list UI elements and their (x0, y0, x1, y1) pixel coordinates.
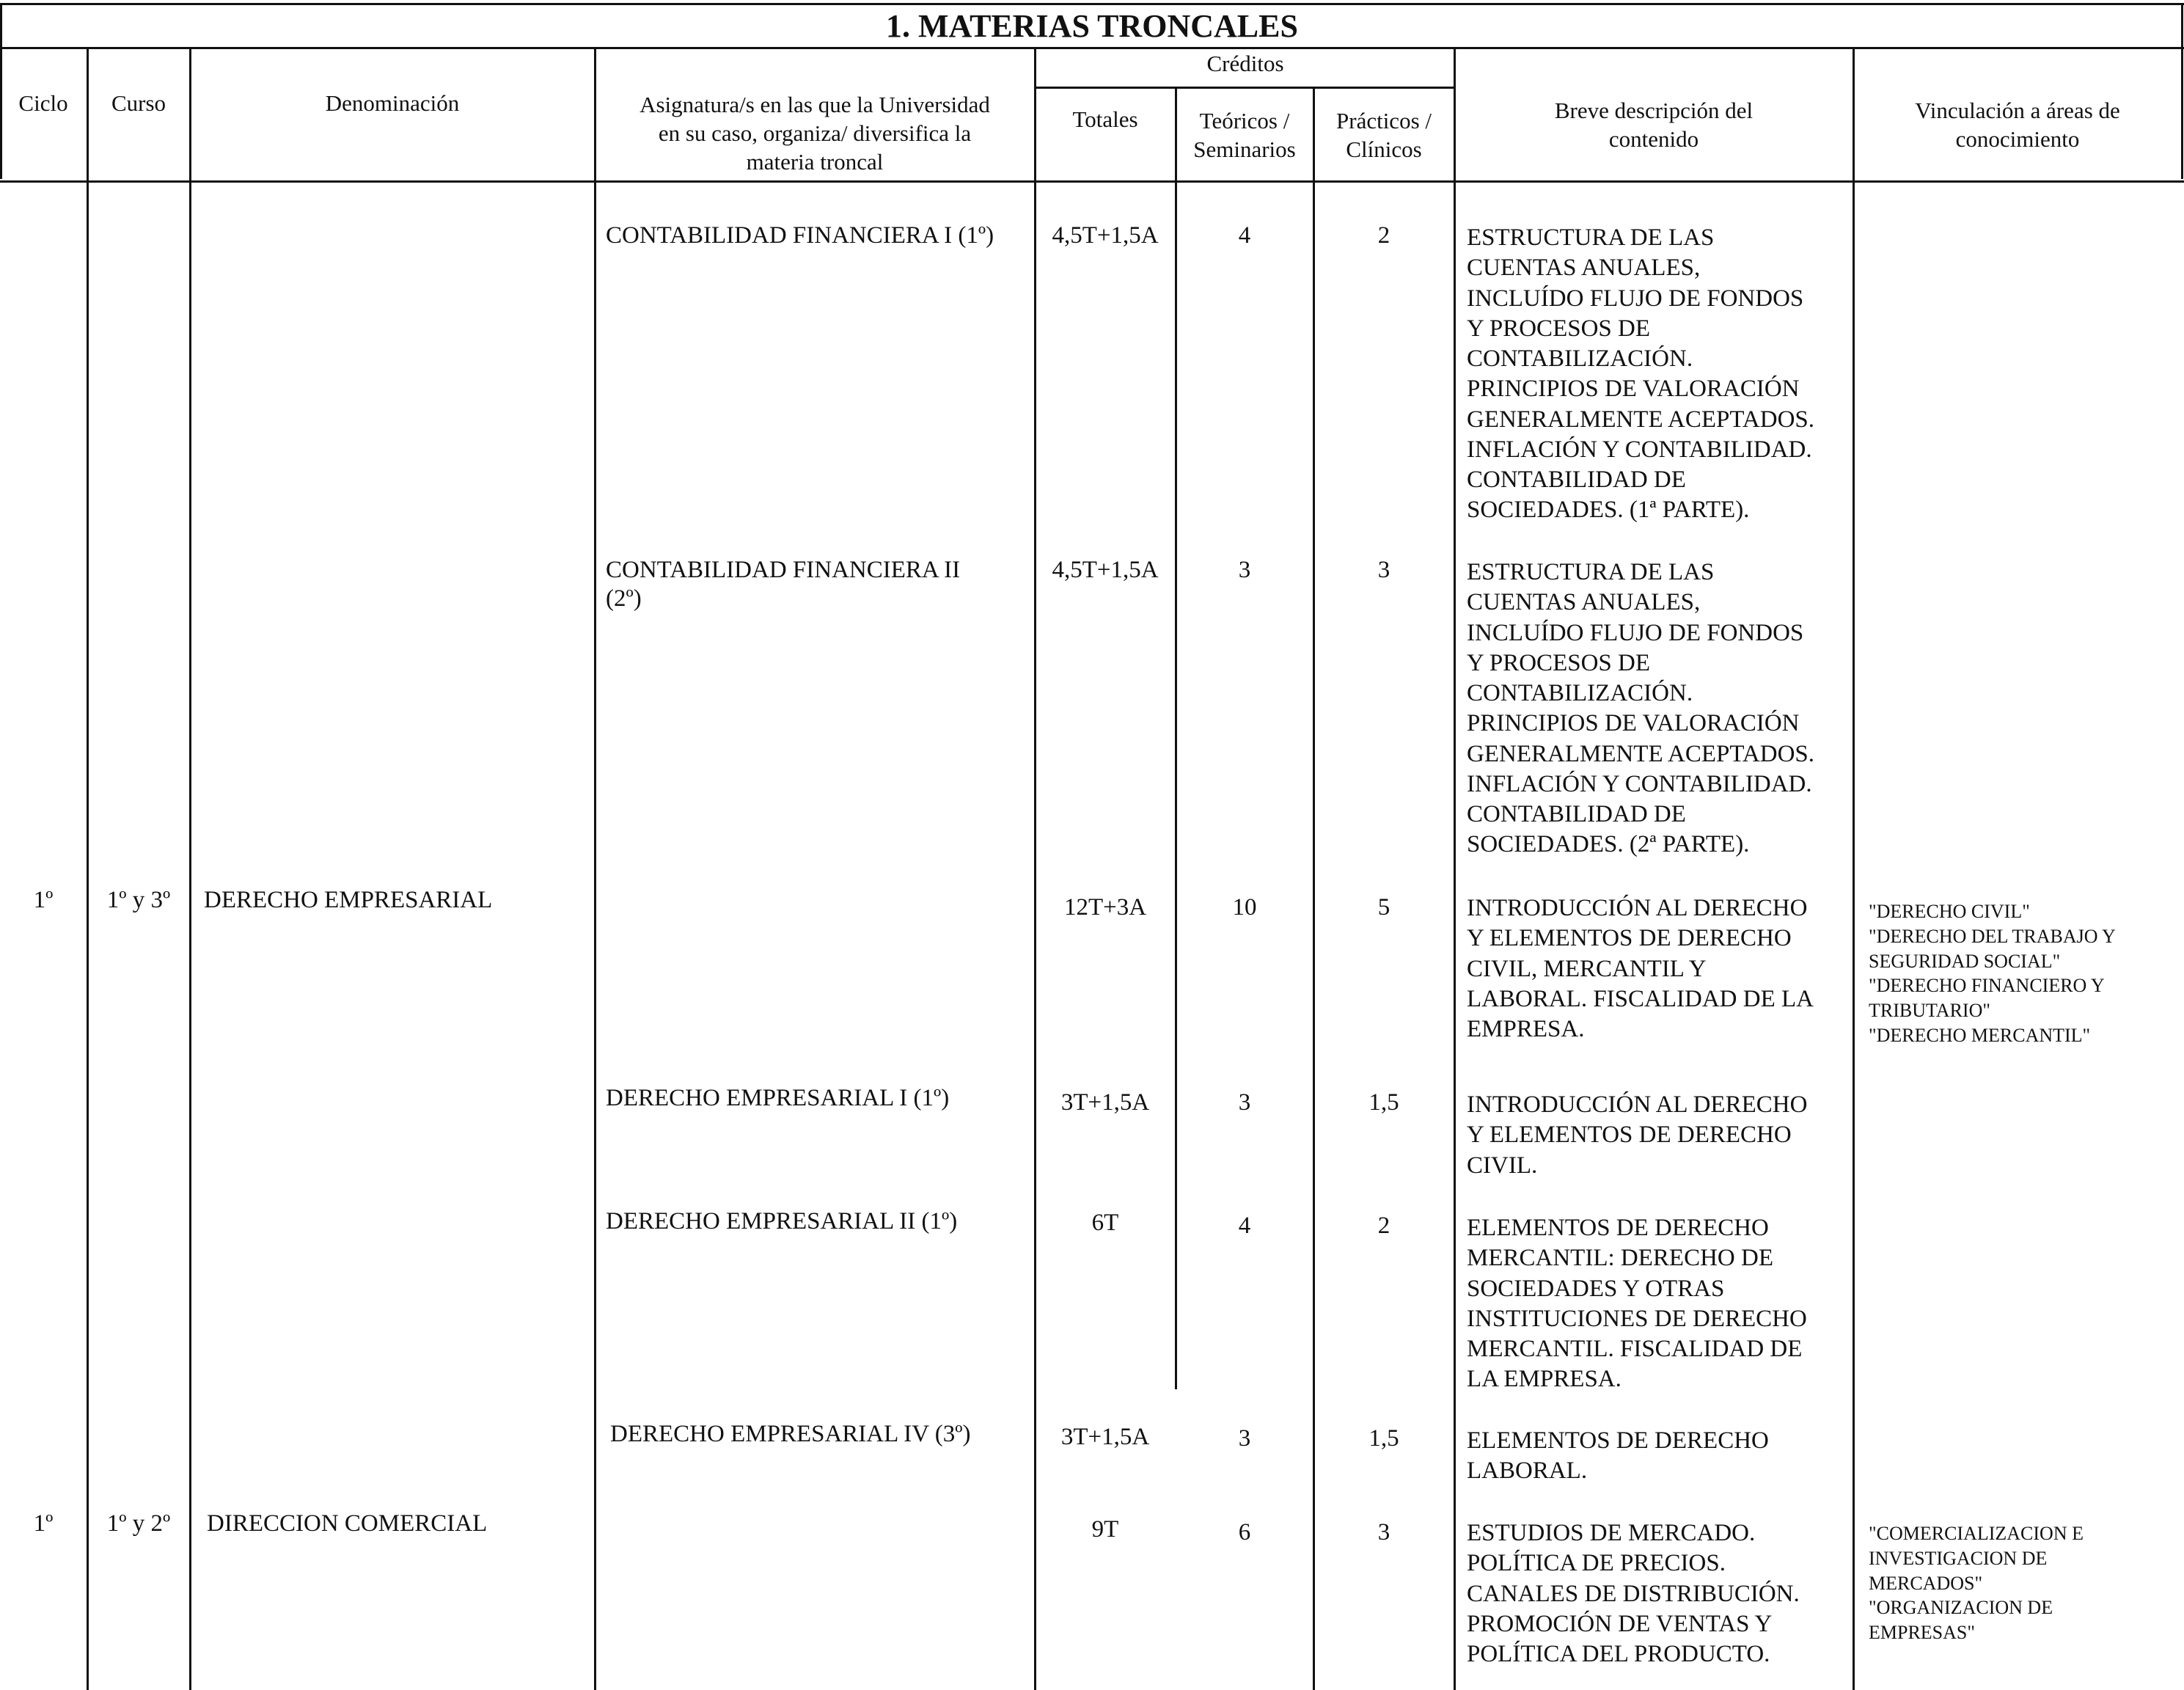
header-denominacion: Denominación (325, 90, 460, 116)
col-divider-2 (189, 47, 191, 1690)
row-3-vinculacion: "DERECHO CIVIL" "DERECHO DEL TRABAJO Y SEGURIDAD SOCIAL" "DERECHO FINANCIERO Y TRIBUTARIO" "DERECHO MERCANTIL" (1869, 901, 2116, 1046)
row-7-vinculacion: "COMERCIALIZACION E INVESTIGACION DE MERCADOS" "ORGANIZACION DE EMPRESAS" (1869, 1523, 2084, 1644)
row-2-teoricos: 3 (1238, 557, 1251, 583)
table-top-border (0, 3, 2184, 5)
row-1-asignatura: CONTABILIDAD FINANCIERA I (1º) (606, 222, 994, 249)
row-5-teoricos: 4 (1238, 1212, 1251, 1239)
row-6-asignatura: DERECHO EMPRESARIAL IV (3º) (610, 1421, 971, 1447)
header-curso: Curso (111, 90, 166, 116)
row-5-descripcion: ELEMENTOS DE DERECHO MERCANTIL: DERECHO DE SOCIEDADES Y OTRAS INSTITUCIONES DE DERECHO MERCANTIL. FISCALIDAD DE LA EMPRESA. (1467, 1215, 1807, 1393)
row-3-ciclo: 1º (33, 887, 54, 913)
row-3-totales: 12T+3A (1063, 894, 1147, 921)
col-divider-8 (1853, 47, 1855, 1690)
row-6-teoricos: 3 (1238, 1425, 1251, 1452)
page-title: 1. MATERIAS TRONCALES (886, 8, 1298, 44)
row-4-totales: 3T+1,5A (1060, 1089, 1150, 1116)
row-4-descripcion: INTRODUCCIÓN AL DERECHO Y ELEMENTOS DE DERECHO CIVIL. (1467, 1091, 1808, 1179)
col-divider-3 (594, 47, 596, 1690)
row-4-teoricos: 3 (1238, 1089, 1251, 1116)
header-bottom-border (0, 180, 2184, 183)
row-6-practicos: 1,5 (1368, 1425, 1399, 1452)
col-divider-5 (1175, 87, 1177, 1389)
header-ciclo: Ciclo (18, 90, 68, 116)
row-2-descripcion: ESTRUCTURA DE LAS CUENTAS ANUALES, INCLUÍDO FLUJO DE FONDOS Y PROCESOS DE CONTABILIZACIÓN. PRINCIPIOS DE VALORACIÓN GENERALMENTE ACEPTADOS. INFLACIÓN Y CONTABILIDAD. CONTABILIDAD DE SOCIEDADES. (2ª PARTE). (1467, 559, 1815, 858)
header-practicos: Prácticos / Clínicos (1336, 108, 1432, 162)
header-descripcion: Breve descripción del contenido (1554, 98, 1754, 152)
row-6-totales: 3T+1,5A (1060, 1424, 1150, 1450)
row-7-curso: 1º y 2º (106, 1510, 171, 1537)
row-1-totales: 4,5T+1,5A (1052, 222, 1159, 249)
row-2-practicos: 3 (1377, 557, 1390, 583)
col-divider-7 (1454, 47, 1456, 1690)
row-3-denominacion: DERECHO EMPRESARIAL (204, 887, 493, 913)
row-7-totales: 9T (1091, 1516, 1119, 1543)
row-3-descripcion: INTRODUCCIÓN AL DERECHO Y ELEMENTOS DE DERECHO CIVIL, MERCANTIL Y LABORAL. FISCALIDAD DE LA EMPRESA. (1467, 895, 1814, 1042)
header-teoricos: Teóricos / Seminarios (1193, 108, 1296, 162)
header-totales: Totales (1072, 106, 1138, 132)
col-divider-1 (87, 47, 89, 1690)
header-vinculacion: Vinculación a áreas de conocimiento (1915, 98, 2120, 152)
row-3-teoricos: 10 (1232, 894, 1257, 921)
row-4-asignatura: DERECHO EMPRESARIAL I (1º) (606, 1085, 950, 1111)
row-1-practicos: 2 (1377, 222, 1390, 249)
row-5-practicos: 2 (1377, 1212, 1390, 1239)
row-7-practicos: 3 (1377, 1519, 1390, 1545)
row-2-asignatura: CONTABILIDAD FINANCIERA II (2º) (606, 557, 961, 612)
row-7-teoricos: 6 (1238, 1519, 1251, 1545)
row-5-asignatura: DERECHO EMPRESARIAL II (1º) (606, 1208, 958, 1234)
row-2-totales: 4,5T+1,5A (1052, 557, 1159, 583)
row-7-descripcion: ESTUDIOS DE MERCADO. POLÍTICA DE PRECIOS. CANALES DE DISTRIBUCIÓN. PROMOCIÓN DE VENTAS Y POLÍTICA DEL PRODUCTO. (1467, 1520, 1800, 1667)
row-1-teoricos: 4 (1238, 222, 1251, 249)
row-3-practicos: 5 (1377, 894, 1390, 921)
row-3-curso: 1º y 3º (106, 887, 171, 913)
row-5-totales: 6T (1091, 1210, 1119, 1236)
creditos-subheader-border (1034, 87, 1455, 89)
row-1-descripcion: ESTRUCTURA DE LAS CUENTAS ANUALES, INCLUÍDO FLUJO DE FONDOS Y PROCESOS DE CONTABILIZACIÓN. PRINCIPIOS DE VALORACIÓN GENERALMENTE ACEPTADOS. INFLACIÓN Y CONTABILIDAD. CONTABILIDAD DE SOCIEDADES. (1ª PARTE). (1467, 224, 1815, 524)
title-bottom-border (0, 47, 2184, 49)
row-7-denominacion: DIRECCION COMERCIAL (207, 1510, 488, 1537)
row-6-descripcion: ELEMENTOS DE DERECHO LABORAL. (1467, 1427, 1769, 1485)
row-7-ciclo: 1º (33, 1510, 54, 1537)
row-4-practicos: 1,5 (1368, 1089, 1399, 1116)
header-asignaturas: Asignatura/s en las que la Universidad en su caso, organiza/ diversifica la materia troncal (640, 92, 990, 175)
header-creditos: Créditos (1206, 51, 1284, 76)
